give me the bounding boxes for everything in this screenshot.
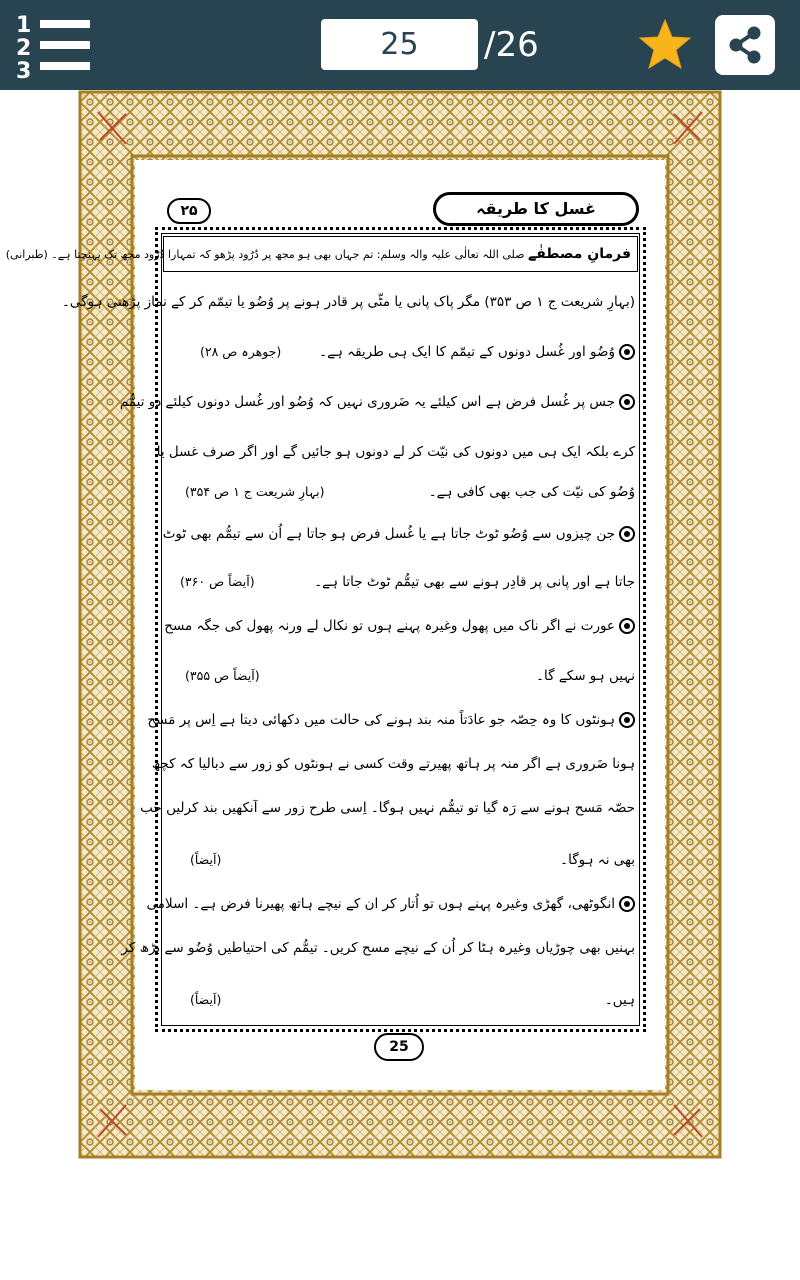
text-line: بہنیں بھی چوڑیاں وغیرہ ہٹا کر اُن کے نیچے مسح کریں۔ تیمُّم کی احتیاطیں وُضُو سے بڑھ کر xyxy=(121,940,635,956)
toolbar xyxy=(0,0,800,90)
reference-citation: (بہارِ شریعت ج ۱ ص ۳۵۴) xyxy=(185,484,325,499)
text-line: جس پر غُسل فرض ہے اس کیلئے یہ ضَروری نہیں کہ وُضُو اور غُسل دونوں کیلئے دو تیمُّم xyxy=(165,386,635,418)
text-line: ہونٹوں کا وہ حِصّہ جو عادَتاً منہ بند ہونے کی حالت میں دکھائی دیتا ہے اِس پر مَسح xyxy=(165,704,635,736)
text-line: نہیں ہو سکے گا۔ xyxy=(536,668,635,684)
svg-text:1: 1 xyxy=(16,13,32,38)
reference-citation: (اَیضاً) xyxy=(190,852,222,867)
text-line: (بہارِ شریعت ج ۱ ص ۳۵۳) مگر پاک پانی یا مٹّی پر قادر ہونے پر وُضُو یا تیمّم کر کے نماز پڑھنی ہوگی۔ xyxy=(61,294,635,310)
flower-bullet-icon xyxy=(619,896,635,912)
hadith-text: صلی اللہ تعالٰی علیہ والہ وسلم: تم جہاں بھی ہو مجھ پر دُرُود پڑھو کہ تمہارا دُرُود مجھ تک پہنچتا ہے۔ (طبرانی) xyxy=(5,248,525,261)
text-line: بھی نہ ہوگا۔ xyxy=(560,852,635,868)
hadith-banner xyxy=(5,236,638,272)
flower-bullet-icon xyxy=(619,618,635,634)
hadith-title: فرمانِ مصطفٰے xyxy=(527,246,631,262)
text-line: عورت نے اگر ناک میں پھول وغیرہ پہنے ہوں تو نکال لے ورنہ پھول کی جگہ مسح xyxy=(165,610,635,642)
reference-citation: (اَیضاً ص ۳۵۵) xyxy=(185,668,260,683)
text-line: جن چیزوں سے وُضُو ٹوٹ جاتا ہے یا غُسل فرض ہو جاتا ہے اُن سے تیمُّم بھی ٹوٹ xyxy=(165,518,635,550)
chapter-title: غسل کا طریقہ xyxy=(433,192,639,226)
text-line: وُضُو اور غُسل دونوں کے تیمّم کا ایک ہی طریقہ ہے۔ xyxy=(165,336,635,368)
numbered-list-icon[interactable] xyxy=(14,10,94,84)
share-icon xyxy=(725,25,765,65)
page-number-input[interactable] xyxy=(321,19,478,70)
flower-bullet-icon xyxy=(619,344,635,360)
share-button[interactable] xyxy=(715,15,775,75)
flower-bullet-icon xyxy=(619,712,635,728)
footer-page-number: 25 xyxy=(374,1033,424,1061)
svg-text:2: 2 xyxy=(16,36,32,61)
text-line: انگوٹھی، گھڑی وغیرہ پہنے ہوں تو اُتار کر ان کے نیچے ہاتھ پھیرنا فرض ہے۔ اسلامی xyxy=(165,888,635,920)
text-line: ہیں۔ xyxy=(604,992,635,1008)
text-line: حصّہ مَسح ہونے سے رَہ گیا تو تیمُّم نہیں ہوگا۔ اِسی طرح زور سے آنکھیں بند کرلیں جب xyxy=(140,800,635,816)
header-page-number: ۲۵ xyxy=(167,198,211,224)
star-icon[interactable] xyxy=(636,16,694,74)
text-line: ہونا ضَروری ہے اگر منہ پر ہاتھ پھیرتے وقت کسی نے ہونٹوں کو زور سے دبالیا کہ کچھ xyxy=(151,756,635,772)
total-pages-label: /26 xyxy=(484,25,539,65)
text-line: جاتا ہے اور پانی پر قادِر ہونے سے بھی تیمُّم ٹوٹ جاتا ہے۔ xyxy=(314,574,635,590)
reference-citation: (جوھرہ ص ۲۸) xyxy=(200,344,282,359)
svg-text:3: 3 xyxy=(16,59,32,84)
flower-bullet-icon xyxy=(619,526,635,542)
reference-citation: (اَیضاً) xyxy=(190,992,222,1007)
text-line: وُضُو کی نیّت کی جب بھی کافی ہے۔ xyxy=(428,484,635,500)
flower-bullet-icon xyxy=(619,394,635,410)
text-line: کرے بلکہ ایک ہی میں دونوں کی نیّت کر لے دونوں ہو جائیں گے اور اگر صرف غسل یا xyxy=(156,444,635,460)
reference-citation: (اَیضاً ص ۳۶۰) xyxy=(180,574,255,589)
